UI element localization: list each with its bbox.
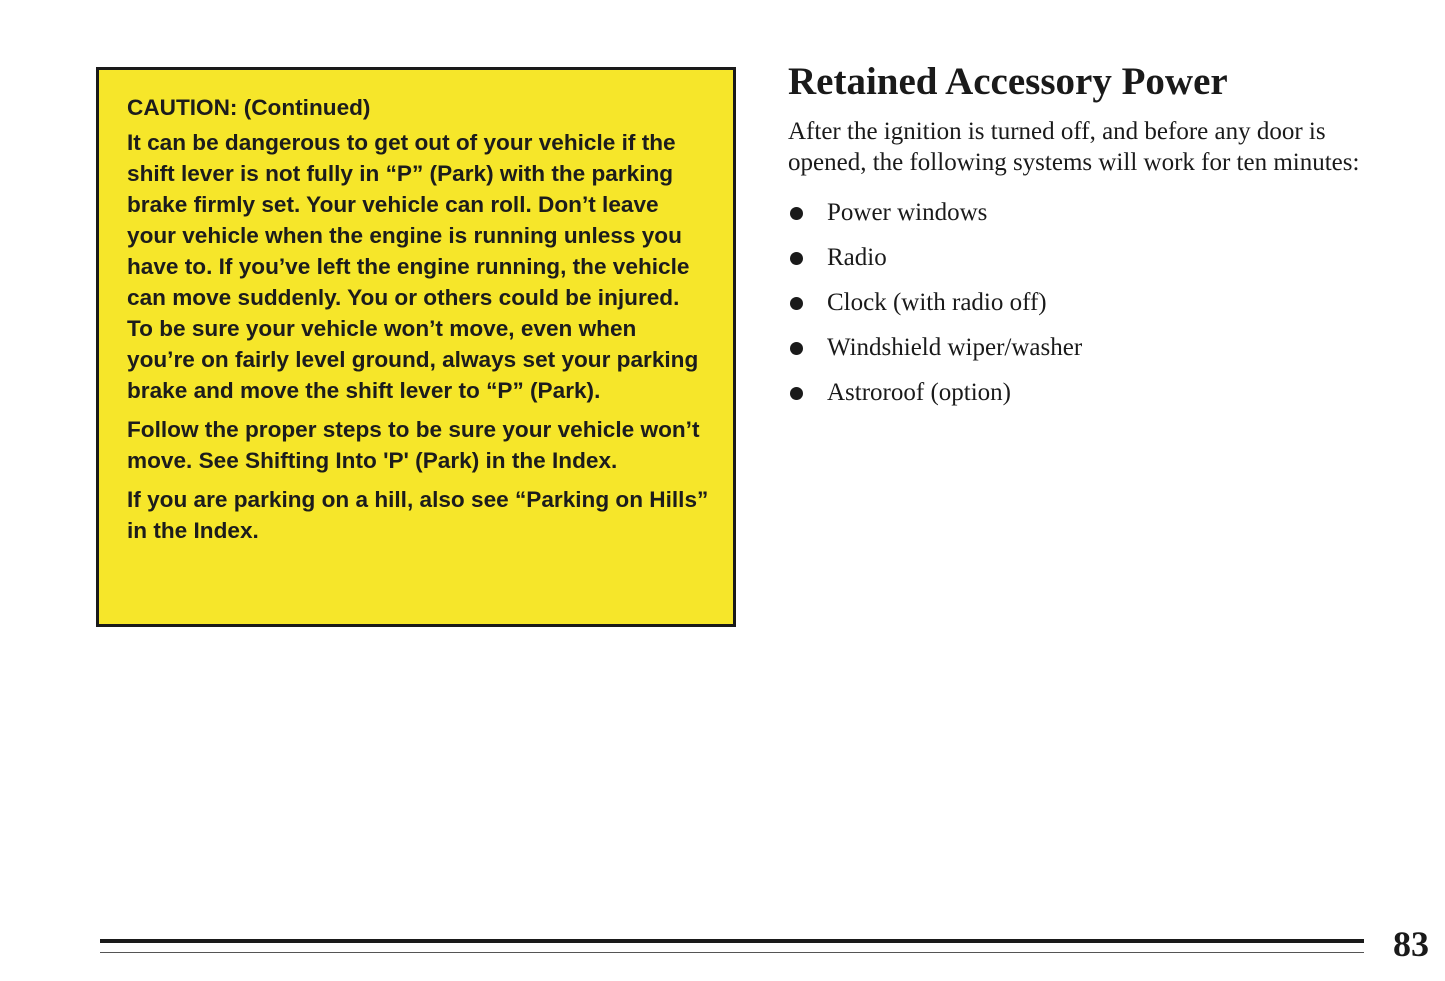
list-item-text: Windshield wiper/washer: [827, 334, 1083, 361]
bullet-icon: [790, 207, 803, 220]
footer-rule-thin: [100, 952, 1364, 953]
caution-title: CAUTION: (Continued): [127, 95, 371, 120]
list-item: [788, 235, 1408, 280]
list-item: [788, 190, 1408, 235]
bullet-icon: [790, 297, 803, 310]
caution-paragraph: If you are parking on a hill, also see “Parking on Hills” in the Index.: [127, 487, 709, 543]
list-item: [788, 370, 1408, 415]
list-item-text: Clock (with radio off): [827, 289, 1047, 316]
bullet-icon: [790, 387, 803, 400]
list-item-text: Radio: [827, 244, 887, 271]
caution-paragraph: Follow the proper steps to be sure your vehicle won’t move. See Shifting Into 'P' (Park) in the Index.: [127, 417, 700, 473]
list-item-text: Astroroof (option): [827, 379, 1011, 406]
section-title: Retained Accessory Power: [788, 60, 1228, 103]
caution-paragraph: It can be dangerous to get out of your vehicle if the shift lever is not fully in “P” (Park) with the parking brake firmly set. Your vehicle can roll. Don’t leave your vehicle when the engine is running unless you have to. If you’ve left the engine running, the vehicle can move suddenly. You or others could be injured. To be sure your vehicle won’t move, even when you’re on fairly level ground, always set your parking brake and move the shift lever to “P” (Park).: [127, 130, 699, 403]
list-item: [788, 280, 1408, 325]
caution-box: [96, 67, 736, 627]
systems-list: [788, 190, 1408, 415]
page-number: 83: [1393, 924, 1429, 964]
bullet-icon: [790, 342, 803, 355]
section-intro: After the ignition is turned off, and before any door is opened, the following systems will work for ten minutes:: [788, 118, 1360, 176]
bullet-icon: [790, 252, 803, 265]
list-item: [788, 325, 1408, 370]
retained-accessory-power-section: [788, 58, 1408, 415]
list-item-text: Power windows: [827, 199, 988, 226]
footer-rule: [100, 939, 1364, 943]
